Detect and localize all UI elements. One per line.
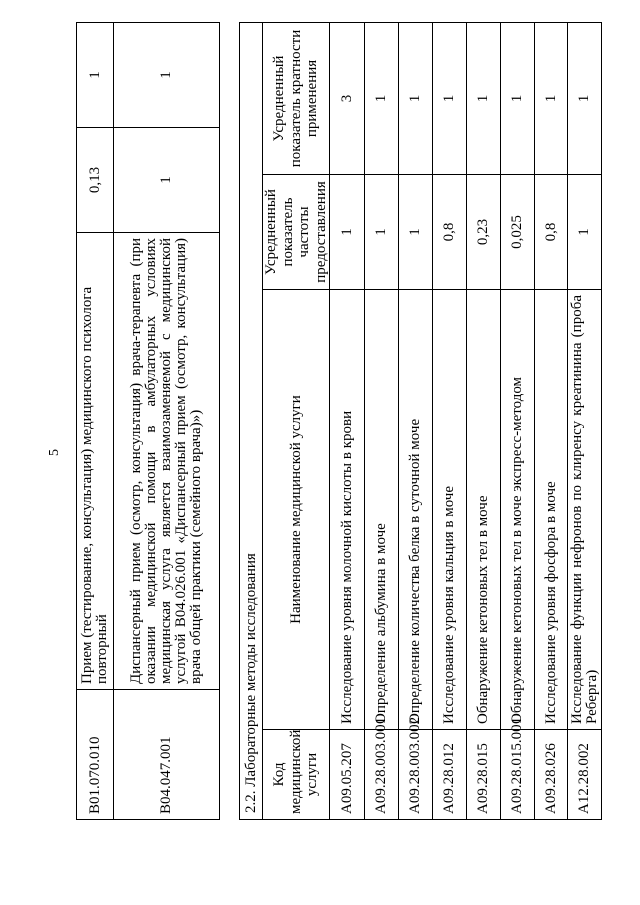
service-name: Исследование уровня фосфора в моче [535, 290, 568, 730]
table-row [501, 22, 535, 819]
frequency-value: 0,025 [501, 175, 535, 290]
multiplicity-value: 1 [467, 22, 501, 174]
service-code: A09.28.026 [535, 730, 568, 820]
table-row [433, 22, 467, 819]
service-code: A09.05.207 [330, 730, 365, 820]
service-code: A09.28.012 [433, 730, 467, 820]
service-code: A09.28.003.001 [365, 730, 399, 820]
multiplicity-value: 1 [433, 22, 467, 174]
service-name: Обнаружение кетоновых тел в моче экспресс-методом [501, 290, 535, 730]
service-name: Определение количества белка в суточной моче [399, 290, 433, 730]
table-row [535, 22, 568, 819]
multiplicity-value: 1 [365, 22, 399, 174]
service-code: A09.28.015.001 [501, 730, 535, 820]
header-code: Код медицинской услуги [263, 730, 330, 820]
table-row [114, 23, 220, 820]
frequency-value: 1 [365, 175, 399, 290]
service-name: Исследование функции нефронов по клиренсу креатинина (проба Реберга) [568, 290, 602, 730]
services-table-continued [76, 22, 220, 820]
frequency-value: 1 [330, 175, 365, 290]
service-name: Исследование уровня кальция в моче [433, 290, 467, 730]
multiplicity-value: 3 [330, 22, 365, 174]
service-code: A12.28.002 [568, 730, 602, 820]
service-name: Диспансерный прием (осмотр, консультация) врача-терапевта (при оказании медицинской помощи в амбулаторных условиях медицинская услуга является взаимозаменяемой с медицинской услугой B04.026.001 «Диспансерный прием (осмотр, консультация) врача общей практики (семейного врача)») [114, 233, 220, 690]
section-title-row [240, 22, 263, 819]
page-number: 5 [47, 449, 62, 456]
table-row [399, 22, 433, 819]
table-row [77, 23, 114, 820]
frequency-value: 1 [114, 128, 220, 233]
service-name: Определение альбумина в моче [365, 290, 399, 730]
service-name: Исследование уровня молочной кислоты в крови [330, 290, 365, 730]
multiplicity-value: 1 [568, 22, 602, 174]
multiplicity-value: 1 [77, 23, 114, 128]
multiplicity-value: 1 [114, 23, 220, 128]
multiplicity-value: 1 [535, 22, 568, 174]
lab-methods-table [239, 22, 602, 820]
service-name: Обнаружение кетоновых тел в моче [467, 290, 501, 730]
service-code: A09.28.003.002 [399, 730, 433, 820]
table-row [467, 22, 501, 819]
table-row [568, 22, 602, 819]
frequency-value: 1 [568, 175, 602, 290]
frequency-value: 0,8 [535, 175, 568, 290]
header-row [263, 22, 330, 819]
header-frequency: Усредненный показатель частоты предоставления [263, 175, 330, 290]
service-code: B04.047.001 [114, 690, 220, 820]
section-title: 2.2. Лабораторные методы исследования [240, 22, 263, 819]
frequency-value: 1 [399, 175, 433, 290]
multiplicity-value: 1 [501, 22, 535, 174]
header-multiplicity: Усредненный показатель кратности применения [263, 22, 330, 174]
multiplicity-value: 1 [399, 22, 433, 174]
header-name: Наименование медицинской услуги [263, 290, 330, 730]
frequency-value: 0,13 [77, 128, 114, 233]
service-code: A09.28.015 [467, 730, 501, 820]
frequency-value: 0,23 [467, 175, 501, 290]
service-name: Прием (тестирование, консультация) медицинского психолога повторный [77, 233, 114, 690]
table-row [365, 22, 399, 819]
frequency-value: 0,8 [433, 175, 467, 290]
service-code: B01.070.010 [77, 690, 114, 820]
table-row [330, 22, 365, 819]
